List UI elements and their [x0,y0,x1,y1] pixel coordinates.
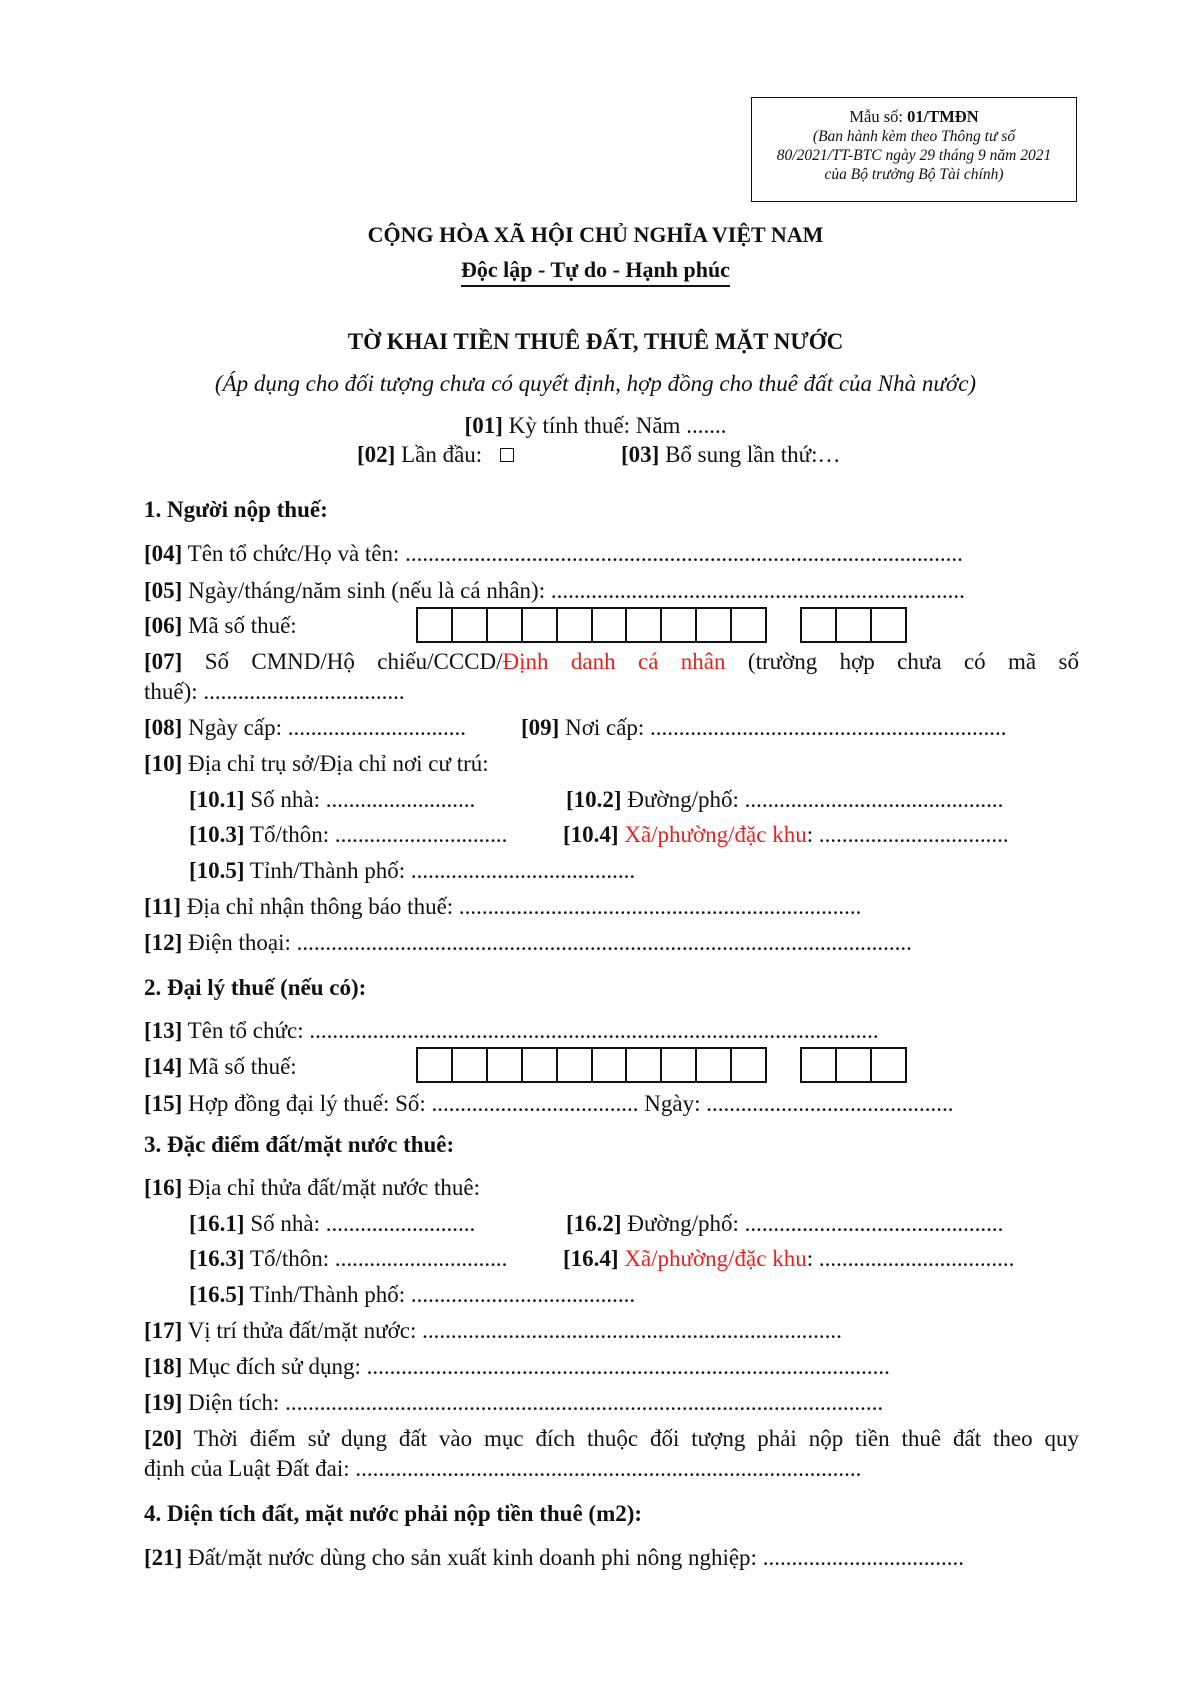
field-code: [15] [144,1091,183,1116]
field-label: Mục đích sử dụng: ........................................................................................... [182,1354,890,1379]
field-code: [21] [144,1545,183,1570]
field-10-4[interactable] [563,821,1009,849]
field-code: [16.4] [563,1246,619,1271]
field-code: [12] [144,930,183,955]
field-code: [04] [144,541,183,566]
field-label: Nơi cấp: .............................................................. [559,715,1007,740]
field-code: [10.5] [189,858,245,883]
field-20[interactable] [144,1425,1079,1453]
field-label: Tên tổ chức/Họ và tên: ................................................................................................. [182,541,963,566]
field-label: Tổ/thôn: .............................. [244,1246,508,1271]
tax-code-branch-boxes[interactable] [800,607,907,643]
field-code: [01] [464,413,503,438]
field-code: [07] [144,649,183,674]
field-label: Đất/mặt nước dùng cho sản xuất kinh doanh phi nông nghiệp: ................................... [182,1545,964,1570]
issued-line-2: 80/2021/TT-BTC ngày 29 tháng 9 năm 2021 [776,147,1052,164]
field-label: Đường/phố: ............................................. [621,787,1004,812]
field-code: [16.2] [566,1211,622,1236]
field-label: Kỳ tính thuế: Năm ....... [502,413,727,438]
field-code: [05] [144,578,183,603]
field-code: [10.1] [189,787,245,812]
field-code: [10.4] [563,822,619,847]
field-code: [17] [144,1318,183,1343]
field-code: [10.2] [566,787,622,812]
supplement-field[interactable] [621,441,840,469]
field-code: [13] [144,1018,183,1043]
field-code: [08] [144,715,183,740]
field-label: Lần đầu: [395,442,488,467]
form-code: 01/TMĐN [907,107,979,126]
form-subtitle: (Áp dụng cho đối tượng chưa có quyết định, hợp đồng cho thuê đất của Nhà nước) [214,371,977,396]
agent-tax-code-boxes[interactable] [416,1047,767,1083]
tax-period[interactable] [0,412,1191,440]
field-13[interactable] [144,1017,879,1045]
field-16-5[interactable] [189,1281,635,1309]
field-code: [02] [357,442,396,467]
field-09[interactable] [521,714,1007,742]
tax-code-boxes[interactable] [416,607,767,643]
agent-tax-code-branch-boxes[interactable] [800,1047,907,1083]
nation-title: CỘNG HÒA XÃ HỘI CHỦ NGHĨA VIỆT NAM [367,222,824,247]
field-label: Địa chỉ nhận thông báo thuế: ...................................................................... [181,894,862,919]
field-code: [19] [144,1390,183,1415]
field-label: Số nhà: .......................... [244,787,476,812]
field-label-red: Định danh cá nhân [502,649,726,674]
field-20-cont[interactable]: định của Luật Đất đai: ........................................................................................ [144,1456,862,1481]
field-label: Hợp đồng đại lý thuế: Số: .................................... Ngày: ........................................... [182,1091,954,1116]
field-15[interactable] [144,1090,953,1118]
field-label: (trường hợp chưa có mã số [725,649,1079,674]
field-code: [14] [144,1054,183,1079]
field-08[interactable] [144,714,466,742]
field-label: Điện thoại: ........................................................................................................... [182,930,912,955]
field-label: Đường/phố: ............................................. [621,1211,1004,1236]
field-code: [20] [144,1426,183,1451]
field-code: [11] [144,894,182,919]
field-16-4[interactable] [563,1245,1014,1273]
field-label: : ................................. [806,822,1009,847]
section-3-heading: 3. Đặc điểm đất/mặt nước thuê: [144,1132,455,1157]
field-label: Vị trí thửa đất/mặt nước: ......................................................................... [182,1318,842,1343]
field-16-1[interactable] [189,1210,475,1238]
field-21[interactable] [144,1544,964,1572]
field-10 [144,750,489,778]
field-code: [06] [144,613,183,638]
motto-wrap [0,256,1191,284]
issued-line-1: (Ban hành kèm theo Thông tư số [812,128,1016,145]
field-10-3[interactable] [189,821,507,849]
field-19[interactable] [144,1389,883,1417]
field-06 [144,612,297,640]
field-code: [16.3] [189,1246,245,1271]
field-code: [16] [144,1175,183,1200]
field-16-2[interactable] [566,1210,1003,1238]
first-time-checkbox[interactable] [500,448,514,462]
field-10-1[interactable] [189,786,475,814]
field-label: Địa chỉ thửa đất/mặt nước thuê: [182,1175,481,1200]
field-07[interactable] [144,648,1079,676]
field-code: [16.1] [189,1211,245,1236]
field-label: Địa chỉ trụ sở/Địa chỉ nơi cư trú: [182,751,489,776]
field-code: [09] [521,715,560,740]
field-05[interactable] [144,577,965,605]
field-10-5[interactable] [189,857,635,885]
field-label-red: Xã/phường/đặc khu [618,822,807,847]
field-code: [03] [621,442,660,467]
field-label: Bổ sung lần thứ:… [659,442,841,467]
field-label: Tỉnh/Thành phố: ....................................... [244,858,636,883]
field-label: Ngày cấp: ............................... [182,715,466,740]
form-title: TỜ KHAI TIỀN THUÊ ĐẤT, THUÊ MẶT NƯỚC [347,329,844,354]
field-label: Tỉnh/Thành phố: ....................................... [244,1282,636,1307]
field-code: [16.5] [189,1282,245,1307]
field-12[interactable] [144,929,912,957]
form-code-label: Mẫu số: [849,107,908,126]
form-code-box [751,97,1077,202]
field-code: [10] [144,751,183,776]
field-16 [144,1174,480,1202]
field-label: Mã số thuế: [182,613,297,638]
issued-line-3: của Bộ trưởng Bộ Tài chính) [824,166,1004,183]
field-04[interactable] [144,540,963,568]
field-code: [18] [144,1354,183,1379]
field-label: Tên tổ chức: ................................................................................................... [182,1018,879,1043]
section-2-heading: 2. Đại lý thuế (nếu có): [144,975,367,1000]
field-17[interactable] [144,1317,842,1345]
section-4-heading: 4. Diện tích đất, mặt nước phải nộp tiền thuê (m2): [144,1501,643,1526]
field-label-red: Xã/phường/đặc khu [618,1246,807,1271]
field-18[interactable] [144,1353,890,1381]
section-1-heading: 1. Người nộp thuế: [144,497,328,522]
field-07-cont: thuế): ................................... [144,679,405,704]
field-11[interactable] [144,893,861,921]
field-label: Ngày/tháng/năm sinh (nếu là cá nhân): ........................................................................ [182,578,965,603]
field-label: Mã số thuế: [182,1054,297,1079]
field-label: Số CMND/Hộ chiếu/CCCD/ [182,649,503,674]
field-code: [10.3] [189,822,245,847]
field-label: Thời điểm sử dụng đất vào mục đích thuộc đối tượng phải nộp tiền thuê đất theo quy [182,1426,1079,1451]
field-label: Diện tích: ........................................................................................................ [182,1390,884,1415]
field-label: : .................................. [806,1246,1015,1271]
field-14 [144,1053,297,1081]
field-label: Số nhà: .......................... [244,1211,476,1236]
first-time-field [357,441,514,469]
field-10-2[interactable] [566,786,1003,814]
motto: Độc lập - Tự do - Hạnh phúc [461,257,730,287]
field-16-3[interactable] [189,1245,507,1273]
field-label: Tổ/thôn: .............................. [244,822,508,847]
